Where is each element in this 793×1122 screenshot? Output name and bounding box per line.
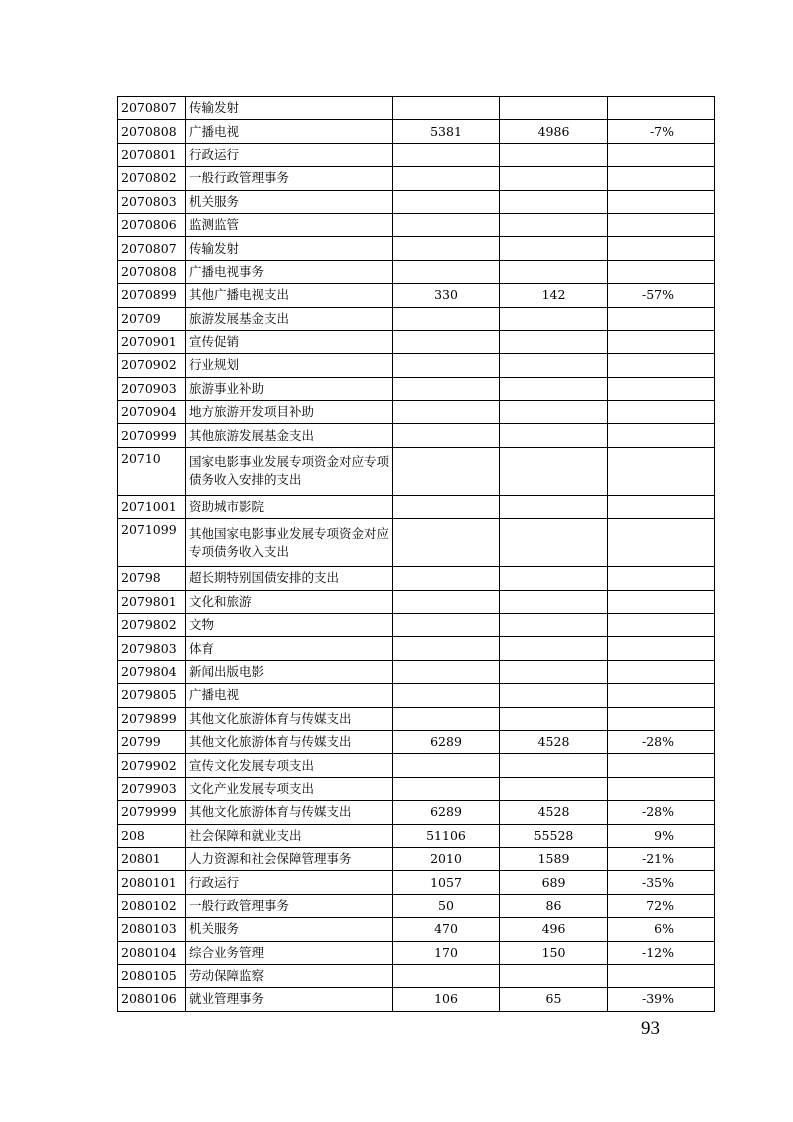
value-cell-2 xyxy=(500,519,608,567)
code-cell: 2080102 xyxy=(118,894,186,917)
name-cell: 广播电视 xyxy=(186,120,393,143)
table-row xyxy=(118,424,715,447)
code-cell: 20801 xyxy=(118,847,186,870)
name-cell: 其他广播电视支出 xyxy=(186,284,393,307)
name-cell: 旅游发展基金支出 xyxy=(186,307,393,330)
value-cell-2 xyxy=(500,237,608,260)
code-cell: 2080101 xyxy=(118,871,186,894)
value-cell-1 xyxy=(393,190,500,213)
table-row xyxy=(118,260,715,283)
table-row xyxy=(118,237,715,260)
name-cell: 社会保障和就业支出 xyxy=(186,824,393,847)
value-cell-1 xyxy=(393,684,500,707)
value-cell-1 xyxy=(393,447,500,495)
table-row xyxy=(118,495,715,518)
value-cell-2 xyxy=(500,707,608,730)
table-row xyxy=(118,567,715,590)
change-cell xyxy=(608,377,715,400)
value-cell-1 xyxy=(393,590,500,613)
name-cell: 文物 xyxy=(186,614,393,637)
value-cell-2 xyxy=(500,167,608,190)
value-cell-2 xyxy=(500,260,608,283)
value-cell-2 xyxy=(500,567,608,590)
name-cell: 传输发射 xyxy=(186,97,393,120)
table-row xyxy=(118,519,715,567)
change-cell xyxy=(608,495,715,518)
code-cell: 2070803 xyxy=(118,190,186,213)
table-row xyxy=(118,354,715,377)
change-cell: 9% xyxy=(608,824,715,847)
value-cell-1 xyxy=(393,424,500,447)
value-cell-1 xyxy=(393,707,500,730)
value-cell-2: 689 xyxy=(500,871,608,894)
code-cell: 2070999 xyxy=(118,424,186,447)
name-cell: 传输发射 xyxy=(186,237,393,260)
value-cell-1: 470 xyxy=(393,918,500,941)
value-cell-2: 4986 xyxy=(500,120,608,143)
table-row xyxy=(118,120,715,143)
code-cell: 2070808 xyxy=(118,120,186,143)
change-cell xyxy=(608,213,715,236)
name-cell: 一般行政管理事务 xyxy=(186,894,393,917)
table-row xyxy=(118,401,715,424)
name-cell: 文化和旅游 xyxy=(186,590,393,613)
value-cell-1 xyxy=(393,614,500,637)
change-cell: -39% xyxy=(608,988,715,1011)
table-row xyxy=(118,284,715,307)
change-cell xyxy=(608,167,715,190)
change-cell xyxy=(608,307,715,330)
name-cell: 行政运行 xyxy=(186,871,393,894)
code-cell: 2079801 xyxy=(118,590,186,613)
code-cell: 2079899 xyxy=(118,707,186,730)
change-cell xyxy=(608,260,715,283)
table-row xyxy=(118,590,715,613)
value-cell-2: 65 xyxy=(500,988,608,1011)
code-cell: 2079902 xyxy=(118,754,186,777)
value-cell-1 xyxy=(393,330,500,353)
value-cell-2 xyxy=(500,354,608,377)
name-cell: 其他国家电影事业发展专项资金对应专项债务收入支出 xyxy=(186,519,393,567)
name-cell: 行业规划 xyxy=(186,354,393,377)
value-cell-2 xyxy=(500,754,608,777)
value-cell-2 xyxy=(500,777,608,800)
change-cell xyxy=(608,964,715,987)
code-cell: 2079802 xyxy=(118,614,186,637)
table-row xyxy=(118,801,715,824)
change-cell: -57% xyxy=(608,284,715,307)
value-cell-2: 55528 xyxy=(500,824,608,847)
code-cell: 2070903 xyxy=(118,377,186,400)
name-cell: 机关服务 xyxy=(186,190,393,213)
name-cell: 国家电影事业发展专项资金对应专项债务收入安排的支出 xyxy=(186,447,393,495)
code-cell: 2070806 xyxy=(118,213,186,236)
value-cell-2: 1589 xyxy=(500,847,608,870)
value-cell-2 xyxy=(500,143,608,166)
name-cell: 其他旅游发展基金支出 xyxy=(186,424,393,447)
value-cell-1: 6289 xyxy=(393,730,500,753)
value-cell-1: 6289 xyxy=(393,801,500,824)
page-number: 93 xyxy=(641,1018,660,1039)
change-cell xyxy=(608,97,715,120)
table-row xyxy=(118,730,715,753)
change-cell xyxy=(608,401,715,424)
value-cell-1 xyxy=(393,97,500,120)
table-row xyxy=(118,660,715,683)
value-cell-2: 4528 xyxy=(500,801,608,824)
value-cell-2 xyxy=(500,377,608,400)
code-cell: 20799 xyxy=(118,730,186,753)
change-cell: 72% xyxy=(608,894,715,917)
change-cell xyxy=(608,143,715,166)
table-row xyxy=(118,307,715,330)
code-cell: 2070904 xyxy=(118,401,186,424)
code-cell: 2079804 xyxy=(118,660,186,683)
change-cell xyxy=(608,447,715,495)
change-cell: -21% xyxy=(608,847,715,870)
code-cell: 20798 xyxy=(118,567,186,590)
change-cell xyxy=(608,330,715,353)
value-cell-2 xyxy=(500,447,608,495)
table-row xyxy=(118,918,715,941)
value-cell-1 xyxy=(393,307,500,330)
value-cell-1: 5381 xyxy=(393,120,500,143)
table-row xyxy=(118,707,715,730)
code-cell: 2070807 xyxy=(118,237,186,260)
name-cell: 机关服务 xyxy=(186,918,393,941)
table-row xyxy=(118,777,715,800)
value-cell-2 xyxy=(500,213,608,236)
code-cell: 2070901 xyxy=(118,330,186,353)
value-cell-2 xyxy=(500,424,608,447)
name-cell: 综合业务管理 xyxy=(186,941,393,964)
change-cell xyxy=(608,637,715,660)
value-cell-2 xyxy=(500,307,608,330)
table-row xyxy=(118,377,715,400)
change-cell xyxy=(608,777,715,800)
value-cell-2 xyxy=(500,97,608,120)
code-cell: 2079803 xyxy=(118,637,186,660)
table-row xyxy=(118,754,715,777)
table-row xyxy=(118,847,715,870)
value-cell-1 xyxy=(393,401,500,424)
code-cell: 2080105 xyxy=(118,964,186,987)
value-cell-1 xyxy=(393,964,500,987)
name-cell: 资助城市影院 xyxy=(186,495,393,518)
value-cell-1: 106 xyxy=(393,988,500,1011)
code-cell: 2070902 xyxy=(118,354,186,377)
name-cell: 体育 xyxy=(186,637,393,660)
table-row xyxy=(118,167,715,190)
name-cell: 劳动保障监察 xyxy=(186,964,393,987)
change-cell xyxy=(608,707,715,730)
name-cell: 其他文化旅游体育与传媒支出 xyxy=(186,707,393,730)
value-cell-1 xyxy=(393,167,500,190)
table-row xyxy=(118,143,715,166)
change-cell: -12% xyxy=(608,941,715,964)
name-cell: 行政运行 xyxy=(186,143,393,166)
value-cell-1 xyxy=(393,260,500,283)
value-cell-2 xyxy=(500,330,608,353)
table-row xyxy=(118,614,715,637)
table-row xyxy=(118,684,715,707)
value-cell-2 xyxy=(500,401,608,424)
value-cell-1 xyxy=(393,519,500,567)
change-cell xyxy=(608,684,715,707)
name-cell: 广播电视事务 xyxy=(186,260,393,283)
code-cell: 2071099 xyxy=(118,519,186,567)
change-cell xyxy=(608,567,715,590)
code-cell: 2079999 xyxy=(118,801,186,824)
table-row xyxy=(118,447,715,495)
value-cell-1 xyxy=(393,754,500,777)
value-cell-2 xyxy=(500,495,608,518)
value-cell-1 xyxy=(393,237,500,260)
table-row xyxy=(118,213,715,236)
change-cell xyxy=(608,424,715,447)
name-cell: 监测监管 xyxy=(186,213,393,236)
value-cell-1 xyxy=(393,660,500,683)
value-cell-2 xyxy=(500,684,608,707)
table-row xyxy=(118,894,715,917)
name-cell: 一般行政管理事务 xyxy=(186,167,393,190)
value-cell-1 xyxy=(393,567,500,590)
value-cell-1 xyxy=(393,213,500,236)
table-row xyxy=(118,964,715,987)
table-row xyxy=(118,330,715,353)
change-cell xyxy=(608,590,715,613)
value-cell-2: 86 xyxy=(500,894,608,917)
code-cell: 2080106 xyxy=(118,988,186,1011)
code-cell: 2080103 xyxy=(118,918,186,941)
value-cell-1 xyxy=(393,777,500,800)
value-cell-1: 2010 xyxy=(393,847,500,870)
value-cell-2 xyxy=(500,614,608,637)
name-cell: 广播电视 xyxy=(186,684,393,707)
value-cell-2 xyxy=(500,637,608,660)
name-cell: 宣传促销 xyxy=(186,330,393,353)
name-cell: 宣传文化发展专项支出 xyxy=(186,754,393,777)
table-row xyxy=(118,824,715,847)
value-cell-1: 1057 xyxy=(393,871,500,894)
table-row xyxy=(118,637,715,660)
value-cell-1 xyxy=(393,143,500,166)
name-cell: 其他文化旅游体育与传媒支出 xyxy=(186,730,393,753)
value-cell-2 xyxy=(500,660,608,683)
table-row xyxy=(118,190,715,213)
code-cell: 20709 xyxy=(118,307,186,330)
code-cell: 2079903 xyxy=(118,777,186,800)
code-cell: 2070801 xyxy=(118,143,186,166)
change-cell xyxy=(608,614,715,637)
name-cell: 超长期特别国债安排的支出 xyxy=(186,567,393,590)
value-cell-2 xyxy=(500,590,608,613)
value-cell-2: 142 xyxy=(500,284,608,307)
value-cell-2: 496 xyxy=(500,918,608,941)
change-cell xyxy=(608,660,715,683)
code-cell: 2079805 xyxy=(118,684,186,707)
change-cell: -7% xyxy=(608,120,715,143)
name-cell: 旅游事业补助 xyxy=(186,377,393,400)
name-cell: 新闻出版电影 xyxy=(186,660,393,683)
code-cell: 2070802 xyxy=(118,167,186,190)
change-cell xyxy=(608,519,715,567)
name-cell: 文化产业发展专项支出 xyxy=(186,777,393,800)
value-cell-1: 330 xyxy=(393,284,500,307)
value-cell-1: 170 xyxy=(393,941,500,964)
value-cell-1: 51106 xyxy=(393,824,500,847)
change-cell xyxy=(608,190,715,213)
name-cell: 地方旅游开发项目补助 xyxy=(186,401,393,424)
name-cell: 就业管理事务 xyxy=(186,988,393,1011)
code-cell: 2071001 xyxy=(118,495,186,518)
code-cell: 208 xyxy=(118,824,186,847)
name-cell: 人力资源和社会保障管理事务 xyxy=(186,847,393,870)
code-cell: 2070808 xyxy=(118,260,186,283)
change-cell xyxy=(608,354,715,377)
code-cell: 20710 xyxy=(118,447,186,495)
budget-table xyxy=(117,96,715,1012)
change-cell: 6% xyxy=(608,918,715,941)
table-row xyxy=(118,988,715,1011)
table-row xyxy=(118,871,715,894)
change-cell: -28% xyxy=(608,801,715,824)
table-row xyxy=(118,97,715,120)
table-row xyxy=(118,941,715,964)
change-cell: -35% xyxy=(608,871,715,894)
value-cell-2: 4528 xyxy=(500,730,608,753)
code-cell: 2070899 xyxy=(118,284,186,307)
value-cell-1: 50 xyxy=(393,894,500,917)
value-cell-1 xyxy=(393,495,500,518)
code-cell: 2080104 xyxy=(118,941,186,964)
change-cell xyxy=(608,754,715,777)
value-cell-2: 150 xyxy=(500,941,608,964)
value-cell-1 xyxy=(393,637,500,660)
value-cell-1 xyxy=(393,377,500,400)
name-cell: 其他文化旅游体育与传媒支出 xyxy=(186,801,393,824)
change-cell: -28% xyxy=(608,730,715,753)
value-cell-2 xyxy=(500,190,608,213)
code-cell: 2070807 xyxy=(118,97,186,120)
value-cell-2 xyxy=(500,964,608,987)
change-cell xyxy=(608,237,715,260)
value-cell-1 xyxy=(393,354,500,377)
